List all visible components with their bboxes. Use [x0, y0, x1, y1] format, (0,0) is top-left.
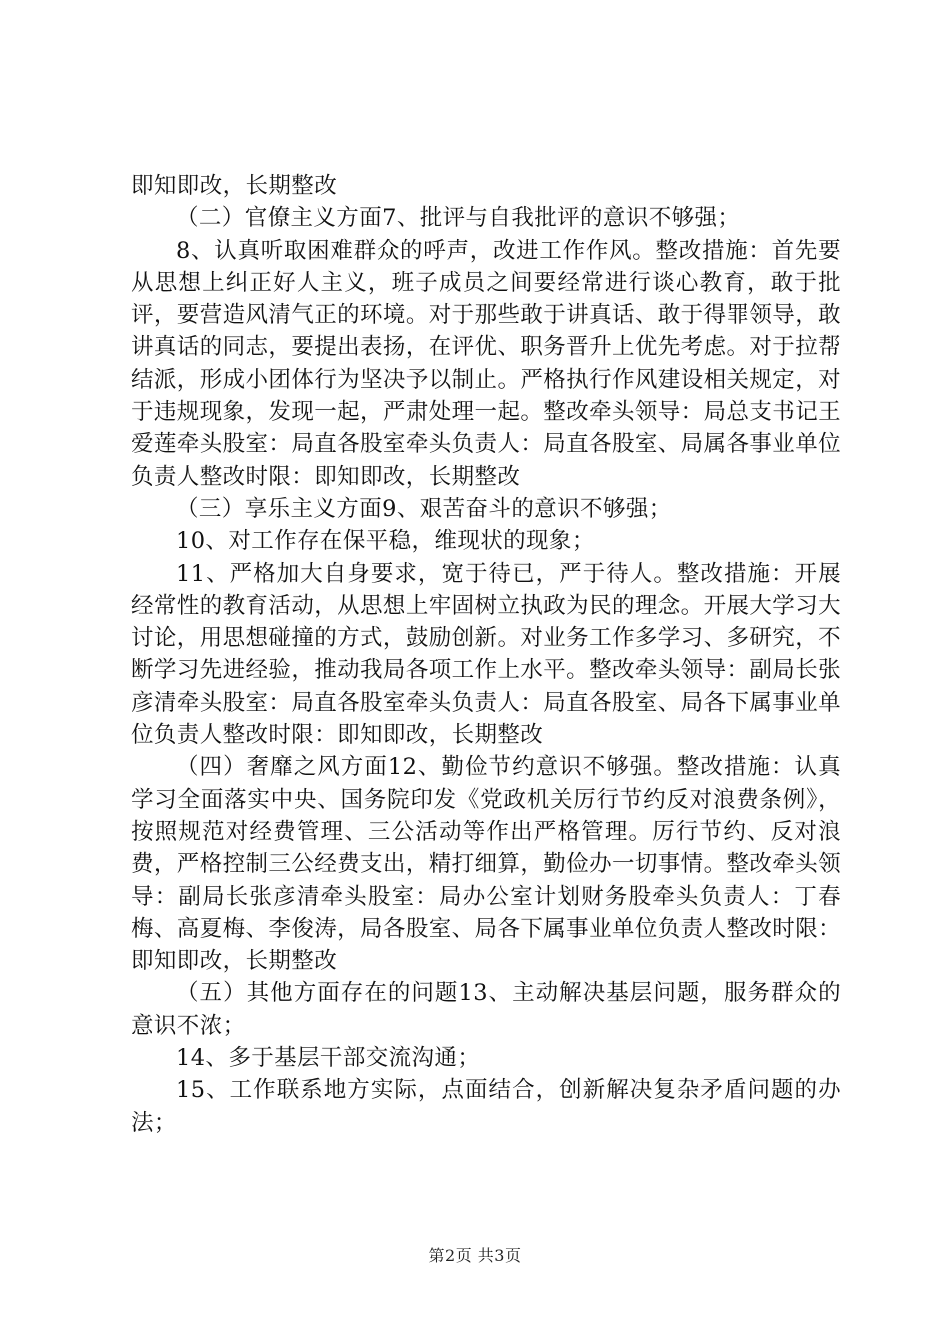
paragraph-4: （三）享乐主义方面9、艰苦奋斗的意识不够强；	[176, 495, 672, 522]
paragraph-1: 即知即改，长期整改	[131, 173, 338, 199]
paragraph-9: 14、多于基层干部交流沟通；	[176, 1045, 481, 1072]
paragraph-3: 8、认真听取困难群众的呼声，改进工作作风。整改措施：首先要从思想上纠正好人主义，班子成员之间要经常进行谈心教育，敢于批评，要营造风清气正的环境。对于那些敢于讲真话、敢于得罪领导，敢讲真话的同志，要提出表扬，在评优、职务晋升上优先考虑。对于拉帮结派，形成小团体行为坚决予以制止。严格执行作风建设相关规定，对于违规现象，发现一起，严肃处理一起。整改牵头领导：局总支书记王爱莲牵头股室：局直各股室牵头负责人：局直各股室、局属各事业单位负责人整改时限：即知即改，长期整改	[131, 237, 841, 490]
document-body	[131, 170, 841, 1139]
paragraph-2: （二）官僚主义方面7、批评与自我批评的意识不够强；	[176, 205, 741, 232]
paragraph-6: 11、严格加大自身要求，宽于待已，严于待人。整改措施：开展经常性的教育活动，从思想上牢固树立执政为民的理念。开展大学习大讨论，用思想碰撞的方式，鼓励创新。对业务工作多学习、多研究，不断学习先进经验，推动我局各项工作上水平。整改牵头领导：副局长张彦清牵头股室：局直各股室牵头负责人：局直各股室、局各下属事业单位负责人整改时限：即知即改，长期整改	[131, 560, 841, 749]
paragraph-7: （四）奢靡之风方面12、勤俭节约意识不够强。整改措施：认真学习全面落实中央、国务院印发《党政机关厉行节约反对浪费条例》，按照规范对经费管理、三公活动等作出严格管理。厉行节约、反对浪费，严格控制三公经费支出，精打细算，勤俭办一切事情。整改牵头领导：副局长张彦清牵头股室：局办公室计划财务股牵头负责人：丁春梅、高夏梅、李俊涛，局各股室、局各下属事业单位负责人整改时限：即知即改，长期整改	[131, 754, 841, 975]
paragraph-8: （五）其他方面存在的问题13、主动解决基层问题，服务群众的意识不浓；	[131, 980, 841, 1039]
paragraph-10: 15、工作联系地方实际，点面结合，创新解决复杂矛盾问题的办法；	[131, 1077, 841, 1136]
page-footer: 第2页 共3页	[428, 1246, 522, 1265]
paragraph-5: 10、对工作存在保平稳，维现状的现象；	[176, 528, 595, 555]
